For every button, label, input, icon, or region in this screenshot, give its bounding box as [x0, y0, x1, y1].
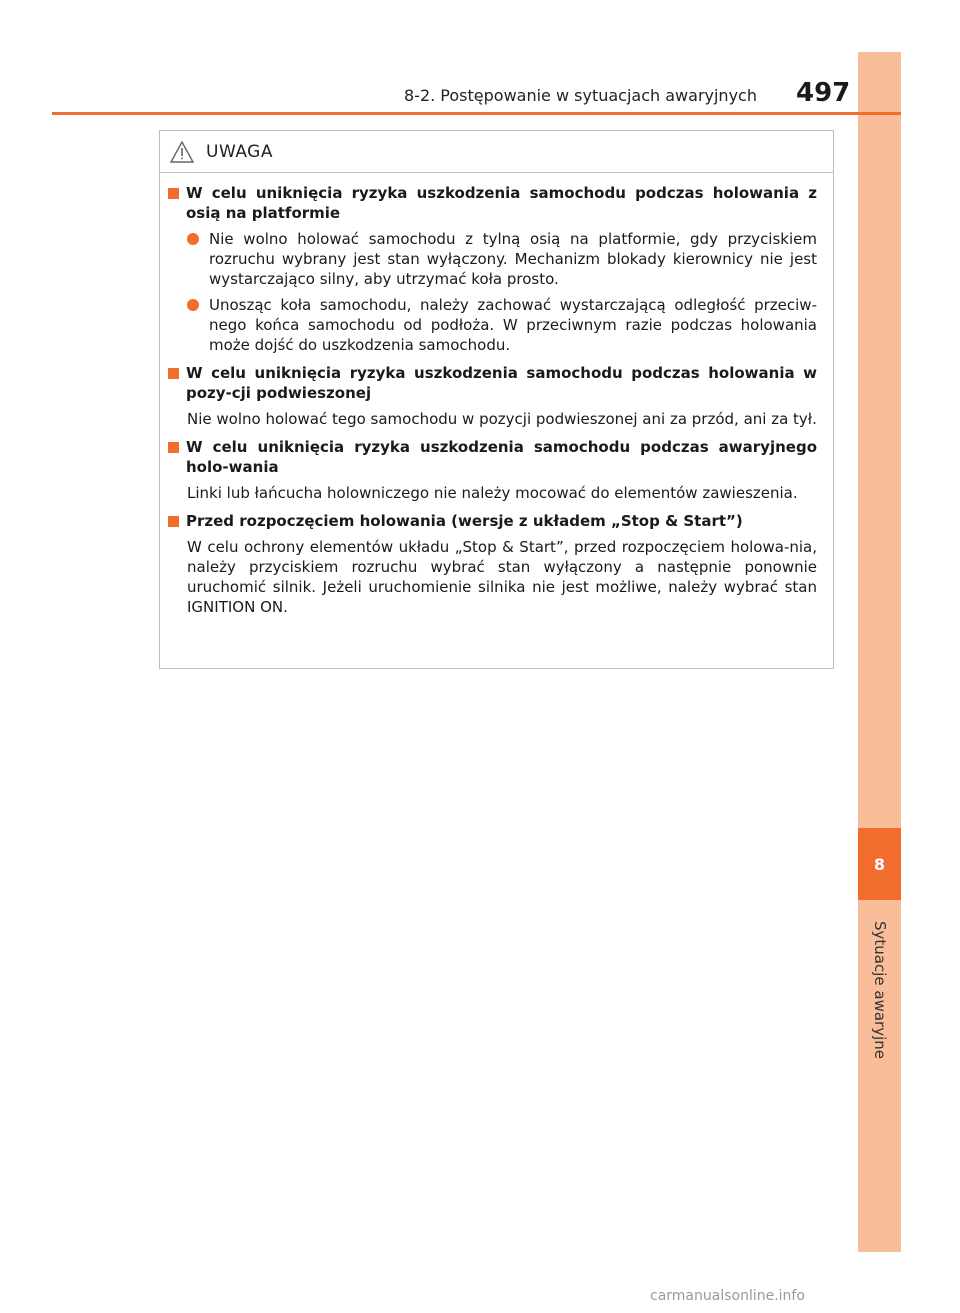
square-bullet-icon — [168, 516, 179, 527]
caution-item-title: W celu uniknięcia ryzyka uszkodzenia samochodu podczas holowania w pozy-cji podwieszonej — [186, 364, 817, 402]
round-bullet-icon — [187, 233, 199, 245]
caution-item-heading — [168, 183, 817, 223]
caution-item-title: W celu uniknięcia ryzyka uszkodzenia samochodu podczas awaryjnego holo-wania — [186, 438, 817, 476]
caution-bullet — [187, 295, 817, 355]
caution-item — [168, 183, 817, 355]
round-bullet-icon — [187, 299, 199, 311]
square-bullet-icon — [168, 368, 179, 379]
header-divider — [52, 112, 901, 115]
square-bullet-icon — [168, 442, 179, 453]
chapter-title-tab — [858, 905, 901, 1075]
chapter-title: Sytuacje awaryjne — [870, 921, 889, 1059]
caution-title: UWAGA — [206, 141, 273, 162]
caution-item-text: Nie wolno holować tego samochodu w pozycji podwieszonej ani za przód, ani za tył. — [187, 410, 817, 428]
caution-item — [168, 511, 817, 617]
page-number: 497 — [796, 78, 851, 108]
caution-item-text: W celu ochrony elementów układu „Stop & Start”, przed rozpoczęciem holowa-nia, należy przyciskiem rozruchu wybrać stan wyłączony a następnie ponownie uruchomić silnik. Jeżeli uruchomienie silnika nie jest możliwe, należy wybrać stan IGNITION ON. — [187, 538, 817, 616]
caution-item-title: W celu uniknięcia ryzyka uszkodzenia samochodu podczas holowania z osią na platformie — [186, 184, 817, 222]
caution-item-text: Linki lub łańcucha holowniczego nie należy mocować do elementów zawieszenia. — [187, 484, 798, 502]
caution-item-heading — [168, 437, 817, 477]
warning-triangle-icon — [170, 141, 194, 163]
caution-body — [160, 173, 833, 617]
square-bullet-icon — [168, 188, 179, 199]
caution-item-title: Przed rozpoczęciem holowania (wersje z układem „Stop & Start”) — [186, 512, 743, 530]
chapter-number-tab — [858, 828, 901, 900]
caution-item-heading — [168, 511, 817, 531]
caution-bullet-text: Unosząc koła samochodu, należy zachować wystarczającą odległość przeciw-nego końca samochodu od podłoża. W przeciwnym razie podczas holowania może dojść do uszkodzenia samochodu. — [209, 296, 817, 354]
caution-box — [159, 130, 834, 669]
caution-bullet — [187, 229, 817, 289]
caution-item — [168, 363, 817, 429]
caution-item — [168, 437, 817, 503]
caution-item-heading — [168, 363, 817, 403]
chapter-number: 8 — [873, 854, 886, 874]
section-title: 8-2. Postępowanie w sytuacjach awaryjnych — [404, 86, 757, 105]
caution-bullet-text: Nie wolno holować samochodu z tylną osią na platformie, gdy przyciskiem rozruchu wybrany jest stan wyłączony. Mechanizm blokady kierownicy nie jest wystarczająco silny, aby utrzymać koła prosto. — [209, 230, 817, 288]
caution-header — [160, 131, 833, 173]
watermark-text: carmanualsonline.info — [650, 1288, 805, 1304]
